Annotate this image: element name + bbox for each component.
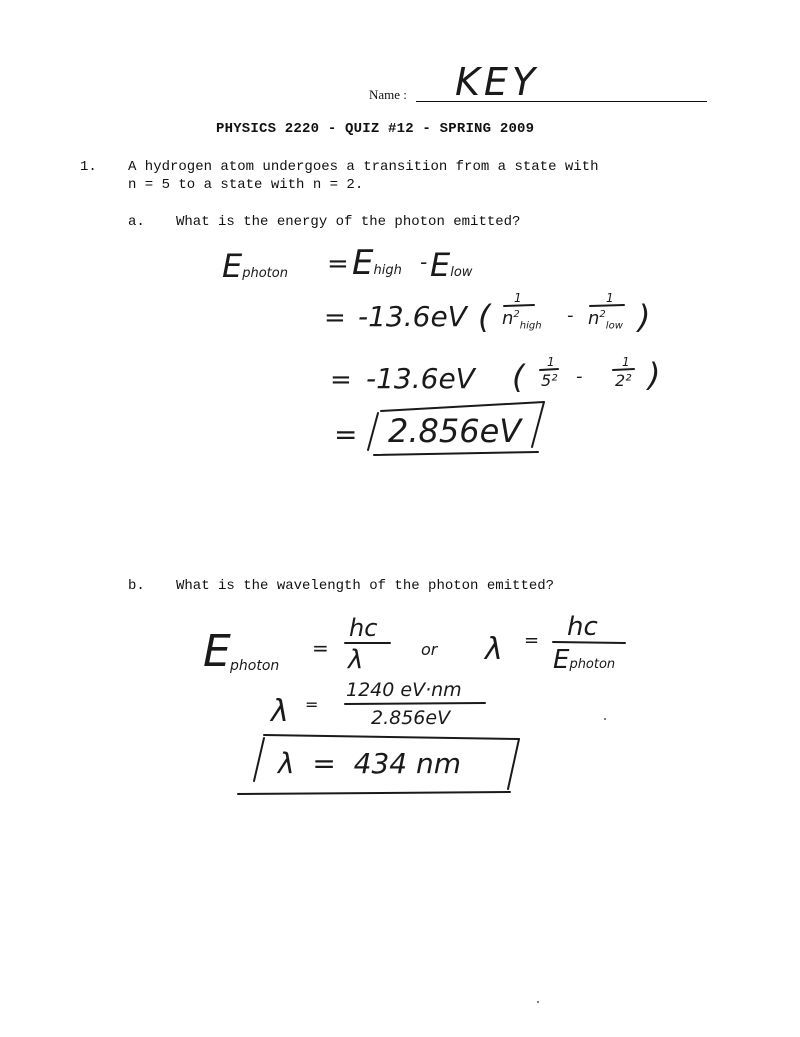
work-a-eq1: = [327,249,349,279]
work-a-minus1: - [420,250,428,274]
frac-bar-b2 [553,642,625,643]
work-a-paren-close3: ) [648,356,661,394]
work-b-ephoton-den: Ephoton [553,645,616,675]
work-a-ephoton: Ephoton [222,247,288,285]
work-b-e-sub: photon [230,658,280,674]
work-a-paren-open3: ( [512,358,525,396]
answer-b: λ = 434 nm [278,747,461,780]
work-b-num: 1240 eV·nm [346,679,462,701]
work-a-frac3-num: 1 [547,355,555,369]
question-number: 1. [80,159,97,175]
work-b-e: E [203,626,231,677]
work-b-lambda3: λ [271,694,289,729]
box-b-left [254,738,264,781]
work-b-lambda2: λ [485,632,503,667]
question-text-line2: n = 5 to a state with n = 2. [128,177,364,193]
box-a-top [381,402,544,411]
part-a-label: a. [128,214,145,230]
part-a-prompt: What is the energy of the photon emitted? [176,214,521,230]
work-a-frac4-num: 1 [622,355,630,369]
work-b-hc1: hc [349,614,378,642]
work-a-elow: Elow [430,246,473,284]
stray-mark-1 [604,718,606,720]
name-value: KEY [455,60,540,104]
work-b-eq1: = [312,636,329,660]
frac-bar-b3 [345,703,485,704]
name-label: Name : [369,87,407,102]
box-b-right [508,739,519,789]
work-a-paren-open2: ( [478,298,491,336]
page-title: PHYSICS 2220 - QUIZ #12 - SPRING 2009 [216,121,535,137]
work-a-frac2-den: $n^2_{low}$ [588,308,623,332]
work-a-minus2: - [567,305,574,326]
box-a-bottom [374,452,538,455]
box-b-bottom [238,792,510,794]
box-a-right [532,402,544,447]
work-a-eq2: = [324,303,346,333]
work-a-ehigh: Ehigh [352,243,402,283]
work-a-eq4: = [334,418,358,451]
stray-mark-2 [537,1001,539,1003]
frac-bar-1 [504,305,534,306]
frac-bar-2 [590,305,624,306]
question-text-line1: A hydrogen atom undergoes a transition from a state with [128,159,599,175]
work-b-eq3: = [305,695,319,714]
work-a-paren-close2: ) [638,298,651,336]
work-a-frac1-den: $n^2_{high}$ [502,308,542,332]
work-b-or: or [421,640,438,659]
work-b-hc2: hc [567,612,598,642]
frac-bar-3 [540,369,558,370]
answer-a: 2.856eV [388,412,522,450]
work-b-den: 2.856eV [371,707,451,729]
box-b-top [264,735,519,739]
work-a-coef2: -13.6eV [358,300,467,333]
work-a-frac4-den: 2² [615,371,632,390]
part-b-prompt: What is the wavelength of the photon emitted? [176,578,555,594]
part-b-label: b. [128,578,145,594]
work-b-lambda1: λ [348,645,364,675]
work-a-minus3: - [576,366,583,387]
work-a-coef3: -13.6eV [366,362,475,395]
work-a-frac3-den: 5² [541,371,558,390]
work-b-eq2: = [524,630,540,651]
work-a-frac1-num: 1 [514,291,522,305]
work-a-eq3: = [330,365,352,395]
box-a-left [368,413,378,450]
work-a-frac2-num: 1 [606,291,614,305]
frac-bar-4 [613,369,634,370]
